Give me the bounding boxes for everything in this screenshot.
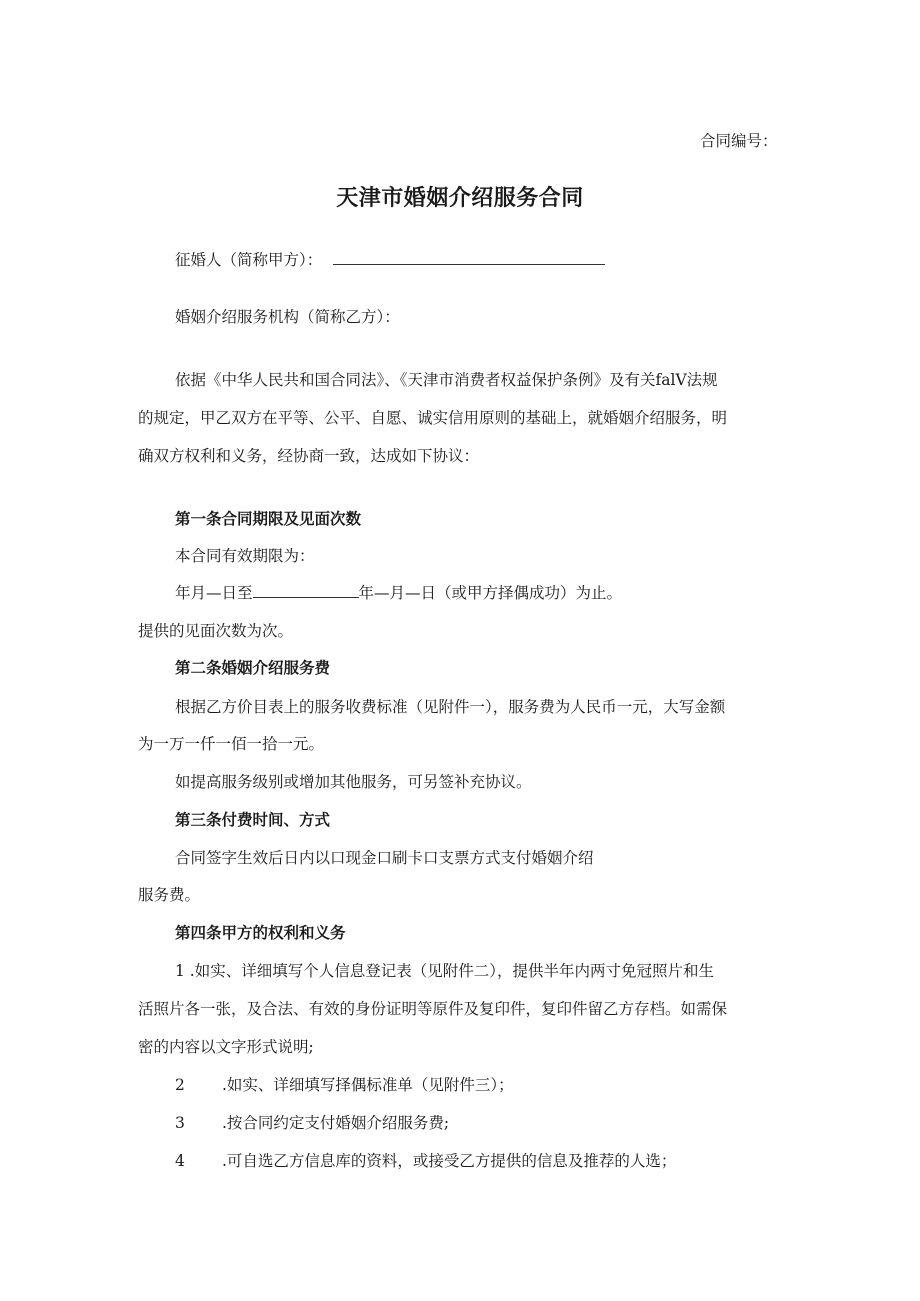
preamble-line-3: 确双方权利和义务，经协商一致，达成如下协议： [138, 447, 480, 465]
preamble-line-2: 的规定，甲乙双方在平等、公平、自愿、诚实信用原则的基础上，就婚姻介绍服务，明 [138, 409, 728, 427]
article-1-heading: 第一条合同期限及见面次数 [175, 509, 362, 528]
preamble-line-1: 依据《中华人民共和国合同法》、《天津市消费者权益保护条例》及有关falV法规 [175, 371, 718, 389]
item-text: .如实、详细填写择偶标准单（见附件三）； [222, 1076, 514, 1094]
art4-item-4 [175, 1151, 676, 1171]
item-number: 3 [175, 1114, 185, 1132]
art1-validity: 本合同有效期限为： [175, 547, 315, 565]
party-b-label: 婚姻介绍服务机构（简称乙方）： [175, 308, 400, 326]
art4-item-2 [175, 1075, 514, 1095]
contract-number-label: 合同编号： [700, 132, 778, 150]
art3-line-1: 合同签字生效后日内以口现金口刷卡口支票方式支付婚姻介绍 [175, 849, 594, 867]
art3-line-2: 服务费。 [138, 886, 201, 904]
item-number: 4 [175, 1152, 185, 1170]
art4-item1-line-2: 活照片各一张，及合法、有效的身份证明等原件及复印件，复印件留乙方存档。如需保 [138, 1000, 728, 1018]
art2-supplement: 如提高服务级别或增加其他服务，可另签补充协议。 [175, 773, 532, 791]
document-title: 天津市婚姻介绍服务合同 [336, 186, 584, 211]
party-a-label: 征婚人（简称甲方）： [175, 251, 323, 269]
art1-period-row [175, 583, 622, 603]
art1-meetings: 提供的见面次数为次。 [138, 622, 294, 640]
article-2-heading: 第二条婚姻介绍服务费 [175, 658, 331, 677]
art1-period-blank[interactable] [253, 583, 359, 598]
art4-item-3 [175, 1113, 449, 1133]
art2-fee-line-2: 为一万一仟一佰一拾一元。 [138, 735, 325, 753]
item-text: .可自选乙方信息库的资料，或接受乙方提供的信息及推荐的人选； [222, 1152, 677, 1170]
article-4-heading: 第四条甲方的权利和义务 [175, 923, 346, 942]
art4-item1-line-3: 密的内容以文字形式说明; [138, 1038, 314, 1056]
party-a-blank[interactable] [333, 250, 605, 265]
art1-period-start: 年月—日至 [175, 584, 253, 602]
article-3-heading: 第三条付费时间、方式 [175, 810, 331, 829]
art1-period-end: 年—月—日（或甲方择偶成功）为止。 [358, 584, 623, 602]
art4-item1-line-1: 1 .如实、详细填写个人信息登记表（见附件二），提供半年内两寸免冠照片和生 [175, 962, 714, 980]
item-text: .按合同约定支付婚姻介绍服务费; [222, 1114, 450, 1132]
party-a-row [175, 250, 605, 270]
item-number: 2 [175, 1076, 185, 1094]
art2-fee-line-1: 根据乙方价目表上的服务收费标准（见附件一），服务费为人民币一元，大写金额 [175, 698, 726, 716]
